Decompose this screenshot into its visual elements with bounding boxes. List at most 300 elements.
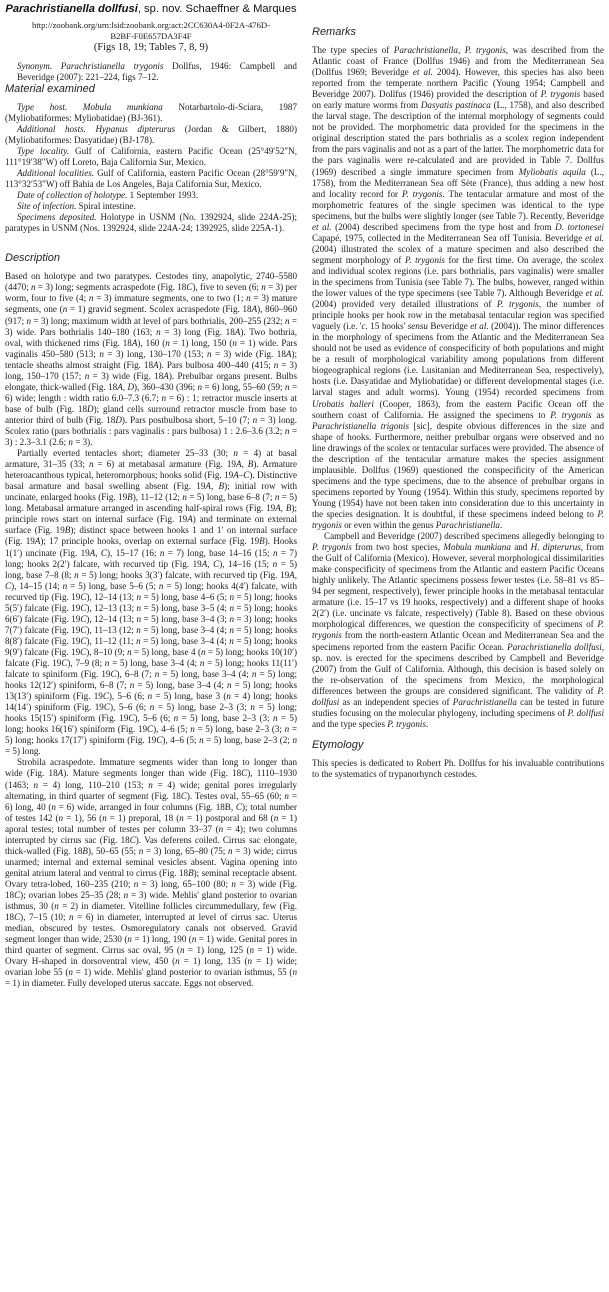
text-run: = 5) long, base 6–8 (7; xyxy=(186,492,275,503)
italic-text-run: B xyxy=(218,481,225,492)
italic-text-run: Specimens deposited. xyxy=(17,212,97,223)
text-run: = 5) long; hooks 4(4′) falcate, with recurved tip (Fig. 19 xyxy=(5,580,297,602)
italic-text-run: n xyxy=(88,293,94,304)
text-run: = 3) : 2.3–3.1 (2.6; xyxy=(5,426,297,448)
italic-text-run: P. trygonis xyxy=(312,619,604,641)
text-run: The type species of xyxy=(312,45,394,55)
text-run: = 4) at basal armature, 31–35 (33; xyxy=(5,448,298,470)
italic-text-run: C xyxy=(5,580,12,591)
italic-text-run: n xyxy=(159,547,165,558)
text-run: , xyxy=(241,459,248,470)
italic-text-run: n xyxy=(68,967,73,978)
text-run: can be tested in future studies focusing on the molecular phylogeny, including specimens of xyxy=(312,696,604,718)
text-run: = 5) long, base 5–6 (5; xyxy=(67,580,159,591)
italic-text-run: C xyxy=(156,735,163,746)
text-run: = 3) wide (Fig. 18 xyxy=(89,370,164,381)
text-run: = 5) long, base 2–3 (3; xyxy=(154,702,251,713)
text-run: = 5) long. Metabasal armature arranged in ascending half-spiral rows (Fig. 19 xyxy=(5,492,297,514)
italic-text-run: n xyxy=(99,348,104,359)
italic-text-run: n xyxy=(250,702,255,713)
italic-text-run: n xyxy=(149,702,155,713)
italic-text-run: C xyxy=(14,912,21,923)
italic-text-run: n xyxy=(158,580,164,591)
italic-text-run: n xyxy=(246,293,251,304)
italic-text-run: P. trygonis xyxy=(402,188,443,199)
italic-text-run: P. trygonis xyxy=(387,718,426,729)
text-run: = 4) wide; genital pores irregularly alternating, in third quarter of segment (Fig. 18 xyxy=(5,779,297,801)
text-run: = 3) wide (Fig. 18 xyxy=(5,878,297,900)
italic-text-run: n xyxy=(273,359,279,370)
description-paragraph xyxy=(5,271,297,448)
text-run: = 3) long; maximum width at level of pars bothrialis, 200–255 (232; xyxy=(31,315,285,326)
text-run: Spiral intestine. xyxy=(76,201,136,212)
italic-text-run: Urobatis halleri xyxy=(312,398,374,409)
italic-text-run: n xyxy=(31,282,36,293)
text-run: (2004) provided very detailed illustrations of xyxy=(312,299,497,310)
heading-etymology: Etymology xyxy=(312,738,364,751)
text-run: ). Testes oval, 55–65 (60; xyxy=(186,790,285,801)
italic-text-run: Mobula munkiana xyxy=(443,542,511,553)
italic-text-run: n xyxy=(292,735,297,746)
text-run: Based on holotype and two paratypes. Cestodes tiny, anapolytic, 2740–5580 (4470; xyxy=(5,271,297,293)
italic-text-run: C xyxy=(147,724,154,735)
text-run: = 1) long, 150 ( xyxy=(169,337,233,348)
text-run: ). Distinctive basal armature and basal swelling absent (Fig. 19 xyxy=(5,470,298,492)
description-paragraph xyxy=(5,757,297,989)
text-run: ), 11–12 (11; xyxy=(86,635,137,646)
text-run: , xyxy=(95,547,101,558)
text-run: = 1) wide; ovarian lobe 55 ( xyxy=(5,956,297,978)
italic-text-run: Myliobatis aquila xyxy=(518,166,586,177)
italic-text-run: et al. xyxy=(585,232,604,243)
italic-text-run: n xyxy=(226,691,231,702)
text-run: ), 6–8 (7; xyxy=(116,669,155,680)
italic-text-run: A xyxy=(234,326,241,337)
italic-text-run: n xyxy=(249,945,255,956)
text-run: ); distinct space between hooks 1 and 1′ on internal surface (Fig. 19 xyxy=(5,525,297,547)
italic-text-run: Type locality. xyxy=(17,145,70,156)
text-run: This species is dedicated to Robert Ph. Dollfus for his invaluable contributions to the systematics of trypanorhynch cestodes. xyxy=(312,757,604,779)
text-run: = 1) wide. Mehlis' gland posterior to ovarian isthmus, 55 ( xyxy=(72,967,293,978)
text-run: ), 7–9 (8; xyxy=(67,657,105,668)
text-run: ), 14–15 (14; xyxy=(11,580,63,591)
italic-text-run: n xyxy=(274,492,280,503)
italic-text-run: n xyxy=(154,669,160,680)
text-run: = 3) long, 65–100 (80; xyxy=(138,878,232,889)
species-title xyxy=(5,2,297,16)
text-run: = 5) long, base 2–3 (3; xyxy=(194,724,285,735)
text-run: , xyxy=(280,503,286,514)
material-entry xyxy=(5,212,297,234)
text-run: = 3) immature segments, one to two (1; xyxy=(93,293,247,304)
text-run: Campbell and Beveridge (2007) described specimens allegedly belonging to xyxy=(324,531,604,542)
text-run: ). Vas deferens coiled. Cirrus sac elongate, thick-walled (Fig. 18 xyxy=(5,834,298,856)
text-run: , xyxy=(294,569,298,580)
text-run: = 3). xyxy=(72,437,93,448)
italic-text-run: n xyxy=(273,812,279,823)
italic-text-run: n xyxy=(284,724,290,735)
italic-text-run: D. tortonesei xyxy=(555,221,604,232)
italic-text-run: C xyxy=(80,646,87,657)
italic-text-run: n xyxy=(284,381,290,392)
text-run: = 5) long, base 4 ( xyxy=(131,646,201,657)
italic-text-run: n xyxy=(136,613,142,624)
italic-text-run: D xyxy=(127,381,135,392)
italic-text-run: D xyxy=(87,403,94,414)
italic-text-run: A xyxy=(117,381,123,392)
italic-text-run: n xyxy=(165,337,170,348)
text-run: = 4) long, 110–210 (153; xyxy=(38,779,149,790)
italic-text-run: A xyxy=(251,304,258,315)
italic-text-run: n xyxy=(129,680,135,691)
text-run: [sic], despite obvious differences in the size and shape of hooks. Furthermore, neither prebulbar organs were observed and no line drawings of the scolex or tentacular surfaces were provided. The absence of the description of the tentacular armature makes the species assignment implausible. Dollfus (1969) questioned the conspecificity of the American specimens and the type specimens, due to the absence of prebulbar organs in specimens reported by Young (1954). Within this study, specimens reported by Young (1954) have not been taken into consideration due to this uncertainty in the species designation. It is doubtful, if these specimens indeed belong to xyxy=(312,420,604,519)
text-run: = 1) long, 125 ( xyxy=(184,945,250,956)
text-run: ); principle rows start on internal surface (Fig. 19 xyxy=(5,503,298,525)
italic-text-run: C xyxy=(80,613,87,624)
italic-text-run: A xyxy=(34,536,41,547)
text-run: = 5) long, base 3–5 (4; xyxy=(141,602,230,613)
italic-text-run: n xyxy=(233,448,238,459)
italic-text-run: C xyxy=(14,889,21,900)
italic-text-run: n xyxy=(133,878,139,889)
text-run: = 2) in diameter. Vitelline follicles circummedullary, few (Fig. 18 xyxy=(5,901,297,923)
italic-text-run: C xyxy=(213,558,220,569)
text-run: = 1) in diameter. Fully developed uterus saccate. Eggs not observed. xyxy=(5,978,254,989)
text-run: ), 11–13 (12; xyxy=(86,624,137,635)
text-run: Partially everted tentacles short; diameter 25–33 (30; xyxy=(17,448,234,459)
text-run: ). Mature segments longer than wide (Fig. 18 xyxy=(63,768,242,779)
italic-text-run: n xyxy=(173,713,179,724)
italic-text-run: n xyxy=(231,878,236,889)
italic-text-run: P. trygonis xyxy=(404,254,445,265)
italic-text-run: n xyxy=(33,779,39,790)
italic-text-run: A xyxy=(57,768,64,779)
figs-tables-reference: (Figs 18, 19; Tables 7, 8, 9) xyxy=(93,42,209,54)
italic-text-run: n xyxy=(136,635,141,646)
italic-text-run: n xyxy=(156,326,161,337)
text-run: = 3) long. Scolex ratio (pars bothrialis : pars vaginalis : pars bulbosa) 1 : 2.6–3.6 (3.2; xyxy=(5,414,298,436)
italic-text-run: B xyxy=(259,536,265,547)
italic-text-run: C xyxy=(80,624,87,635)
text-run: ); initial row with uncinate, enlarged hooks (Fig. 19 xyxy=(5,481,297,503)
text-run: ). Hooks 1(1′) uncinate (Fig. 19 xyxy=(5,536,297,558)
text-run: ); gland cells surround retractor muscle from base to anterior third of bulb (Fig. 18 xyxy=(5,403,297,425)
text-run: (2004) described specimens from the type host and from xyxy=(331,221,556,232)
italic-text-run: A xyxy=(131,337,138,348)
italic-text-run: B xyxy=(82,845,88,856)
italic-text-run: Date of collection of holotype. xyxy=(17,190,128,201)
text-run: , from the Gulf of California (Mexico). However, several morphological dissimilarities make conspecificity of specimens from the Atlantic and eastern Pacific Oceans highly unlikely. The Atlantic specimens possess fewer testes (i.e. 58–81 vs 85–94 per segment, respectively), fewer principle hooks in the metabasal tentacular armature (i.e. 15–17 vs 19 hooks, respectively) and a different shape of hooks 2(2′) (i.e. uncinate vs falcate, respectively) (Table 8). Based on these obvious morphological differences, we question the conspecificity of specimens of xyxy=(312,542,604,630)
italic-text-run: n xyxy=(261,282,266,293)
text-run: = 5) long, base 3–4 (4; xyxy=(109,657,200,668)
italic-text-run: P. dollfusi xyxy=(312,685,604,707)
zoobank-link[interactable] xyxy=(5,20,297,41)
text-run: = 5) long; hooks 5(5′) falcate (Fig. 19 xyxy=(5,591,297,613)
italic-text-run: A xyxy=(289,569,295,580)
text-run: = 4) long; hooks 14(14′) spiniform (Fig. 19 xyxy=(5,691,297,713)
text-run: = 5) long, base 2–3 (2; xyxy=(203,735,293,746)
italic-text-run: C xyxy=(80,602,87,613)
italic-text-run: A xyxy=(187,514,193,525)
italic-text-run: n xyxy=(229,591,234,602)
text-run: as an independent species of xyxy=(339,696,453,707)
text-run: Beveridge xyxy=(427,321,471,332)
text-run: Gulf of California, eastern Pacific Ocean (25°49′52″N, 111°19′38″W) off Loreto, Baja California Sur, Mexico. xyxy=(5,145,297,168)
italic-text-run: n xyxy=(229,624,234,635)
text-run: = 6) at metabasal armature (Fig. 19 xyxy=(93,459,236,470)
text-run: ), 7–15 (10; xyxy=(20,912,70,923)
text-run: = 3) wide; cirrus unarmed; internal and external seminal vesicles absent. Vagina opening into genital atrium lateral and ventral to cirrus (Fig. 18 xyxy=(5,845,297,878)
text-run: , xyxy=(210,481,219,492)
text-run: ), 5–6 (6; xyxy=(109,702,150,713)
text-run: ), 360–430 (396; xyxy=(134,381,198,392)
text-run: . The tentacular armature and most of the morphometric features of the single specimen was identical to the type specimens, but the bulbs were slightly longer (see Table 7). Recently, Beveridge xyxy=(312,188,604,221)
italic-text-run: C xyxy=(110,669,117,680)
text-run: = 3) long, 150–170 (157; xyxy=(5,359,297,381)
text-run: = 5) long, base 3 ( xyxy=(152,691,227,702)
text-run: ), 4–6 (5; xyxy=(153,724,191,735)
italic-text-run: n xyxy=(74,569,79,580)
italic-text-run: n xyxy=(136,624,141,635)
text-run: = 5) long; hooks 6(6′) falcate (Fig. 19 xyxy=(5,602,298,624)
text-run: Capapé, 1975, collected in the Mediterranean Sea off Tunisia. Beveridge xyxy=(312,232,586,243)
text-run: = 1) aporal testes; total number of testes per column 33–37 ( xyxy=(5,812,297,834)
etymology-body xyxy=(312,758,604,780)
italic-text-run: n xyxy=(51,801,56,812)
italic-text-run: A xyxy=(153,359,159,370)
text-run: based on early mature worms from xyxy=(312,89,604,111)
italic-text-run: n xyxy=(229,602,234,613)
text-run: = 7) long; hooks 2(2′) falcate, with recurved tip (Fig. 19 xyxy=(5,547,297,569)
text-run: , xyxy=(457,45,465,55)
material-entry xyxy=(5,201,297,212)
italic-text-run: Type host. Mobula munkiana xyxy=(17,101,163,112)
italic-text-run: n xyxy=(179,812,184,823)
text-run: = 5) long, base 3–4 (4; xyxy=(159,669,252,680)
text-run: = 6) : 1; retractor muscle inserts at base of bulb (Fig. 18 xyxy=(5,392,297,414)
italic-text-run: Parachristianella xyxy=(393,45,458,55)
etymology-paragraph xyxy=(312,758,604,780)
text-run: as xyxy=(591,409,604,420)
text-run: , xyxy=(122,381,128,392)
text-run: = 3) wide (Fig. 18 xyxy=(211,348,286,359)
italic-text-run: H. dipterurus xyxy=(530,542,581,553)
text-run: = 3) mature segments, one ( xyxy=(5,293,297,315)
text-run: (2004)). The minor differences in the morphology of specimens from the Atlantic and the Mediterranean Sea should not be used as evidence of conspecificity of both populations and might be a result of morphological variability among populations from different biogeographical regions (i.e. Lusitanian and Mediterranean Sea, respectively), hosts (i.e. Dasyatidae and Myliobatidae) or different developmental stages (i.e. larval stages and adult worms). Young (1954) recorded specimens from xyxy=(312,321,605,398)
heading-description: Description xyxy=(5,252,61,265)
italic-text-run: n xyxy=(161,392,166,403)
heading-material-examined: Material examined xyxy=(5,82,95,95)
italic-text-run: n xyxy=(69,912,74,923)
italic-text-run: n xyxy=(226,680,232,691)
italic-text-run: P. trygonis xyxy=(550,409,592,420)
material-examined-list xyxy=(5,102,297,235)
text-run: = 3) long; segments acraspedote (Fig. 18 xyxy=(35,282,187,293)
text-run: Gulf of California, eastern Pacific Ocean (28°59′9″N, 113°32′53″W) off Bahia de Los Angeles, Baja California Sur, Mexico. xyxy=(5,168,297,190)
italic-text-run: n xyxy=(272,547,278,558)
text-run: from the north-eastern Atlantic Ocean and Mediterranean Sea and the specimens reported from the eastern Pacific Ocean. xyxy=(312,630,604,652)
italic-text-run: n xyxy=(190,724,195,735)
italic-text-run: C xyxy=(129,834,136,845)
text-run: and the type species xyxy=(312,718,388,729)
italic-text-run: n xyxy=(199,657,205,668)
italic-text-run: P. trygonis xyxy=(312,508,604,531)
text-run: = 6) long, 55–60 (59; xyxy=(202,381,285,392)
text-run: = 5) long, base 3–4 (3; xyxy=(141,613,230,624)
text-run: ). Two bothria, oval, with thickened rims (Fig. 18 xyxy=(5,326,298,348)
text-run: ), 1110–1930 (1463; xyxy=(5,768,297,790)
italic-text-run: n xyxy=(123,889,129,900)
italic-text-run: n xyxy=(206,348,212,359)
text-run: = 1) long, 190 ( xyxy=(131,934,192,945)
text-run: ), 860–960 (917; xyxy=(5,304,297,326)
zoobank-link-line2[interactable]: B2BF-F0E657DA3F4F xyxy=(110,30,192,41)
italic-text-run: n xyxy=(228,845,233,856)
remarks-paragraph xyxy=(312,45,604,531)
text-run: ); 17 principle hooks, overlap on external surface (Fig. 19 xyxy=(40,536,260,547)
text-run: = 5) long, base 3–4 (4; xyxy=(140,624,230,635)
text-run: = 3) wide. Pars bothrialis 140–180 (163; xyxy=(5,315,297,337)
italic-text-run: n xyxy=(199,735,204,746)
text-run: ), 5–6 (6; xyxy=(134,713,174,724)
italic-text-run: n xyxy=(127,646,132,657)
italic-text-run: sensu xyxy=(407,321,428,332)
italic-text-run: Site of infection. xyxy=(17,201,77,212)
italic-text-run: n xyxy=(26,315,32,326)
text-run: = 1) wide. Genital pores in third quarter of segment. Cirrus sac oval, 95 ( xyxy=(5,934,297,956)
italic-text-run: n xyxy=(197,381,203,392)
text-run: ). Armature heteroacanthous typical, heteromorphous; hooks solid (Fig. 19 xyxy=(5,459,297,481)
italic-text-run: P. trygonis xyxy=(540,89,581,100)
text-run: 1 September 1993. xyxy=(127,190,199,201)
text-run: ) and terminate on external surface (Fig. 19 xyxy=(5,514,298,536)
italic-text-run: n xyxy=(229,635,234,646)
italic-text-run: n xyxy=(104,657,110,668)
text-run: Dollfus, 1946: Campbell and Beveridge (2007): 221–224, figs 7–12. xyxy=(17,60,297,82)
material-entry xyxy=(5,146,297,168)
text-run: = 7) long, base 14–16 (15; xyxy=(164,547,273,558)
italic-text-run: B xyxy=(64,525,71,536)
text-run: for the first time. On average, the scolex and individual scolex regions (i.e. pars bothrialis, pars vaginalis) were smaller in the specimens from Tunisia (see Table 7). The bulbs, however, ranged within the lower values of the type specimens (see Table 7). Although Beveridge xyxy=(312,254,604,299)
italic-text-run: C xyxy=(100,547,107,558)
text-run: ), 8–10 (9; xyxy=(86,646,128,657)
italic-text-run: n xyxy=(127,934,132,945)
text-run: ), 11–12 (12; xyxy=(132,492,183,503)
text-run: = 6) wide, arranged in four columns (Fig. 18B, xyxy=(55,801,236,812)
remarks-body xyxy=(312,45,604,730)
italic-text-run: Dasyatis pastinaca xyxy=(420,100,491,111)
text-run: = 1) preporal, 18 ( xyxy=(106,812,180,823)
italic-text-run: C xyxy=(235,801,242,812)
text-run: = 5) long; hooks 11(11′) falcate to spiniform (Fig. 19 xyxy=(5,657,297,680)
text-run: ), 12–14 (13; xyxy=(86,591,137,602)
italic-text-run: C xyxy=(61,657,68,668)
text-run: ), 12–13 (13; xyxy=(86,602,137,613)
text-run: = 5) long; hooks 3(3′) falcate, with recurved tip (Fig. 19 xyxy=(78,569,290,580)
italic-text-run: n xyxy=(62,580,68,591)
italic-text-run: B xyxy=(247,459,254,470)
text-run: = 6) wide; length : width ratio 6.0–7.3 (6.7; xyxy=(5,381,298,403)
text-run: Holotype in USNM (No. 1392924, slide 224A-25); paratypes in USNM (Nos. 1392924, slide 224A-24; 1392925, slide 225A-1). xyxy=(5,212,298,234)
italic-text-run: P. trygonis xyxy=(464,45,506,55)
italic-text-run: n xyxy=(272,558,278,569)
italic-text-run: n xyxy=(191,934,197,945)
text-run: = 1) gravid segment. Scolex acraspedote (Fig. 18 xyxy=(67,304,252,315)
italic-text-run: Additional localities. xyxy=(17,168,95,179)
text-run: = 5) long, base 3–4 (4; xyxy=(140,635,230,646)
italic-text-run: P. trygonis xyxy=(312,542,352,553)
italic-text-run: n xyxy=(284,790,289,801)
italic-text-run: n xyxy=(102,812,107,823)
italic-text-run: n xyxy=(138,845,144,856)
italic-text-run: A xyxy=(235,459,242,470)
italic-text-run: n xyxy=(136,591,142,602)
italic-text-run: n xyxy=(200,646,206,657)
italic-text-run: n xyxy=(284,315,290,326)
text-run: = 5) long, base 3–4 (4; xyxy=(134,680,227,691)
text-run: 2004). However, this species has also been reported from the temperate northern Pacific (Young 1954; Campbell and Beveridge 2007). Dollfus (1946) provided the description of xyxy=(312,67,604,100)
text-run: = 3) long, 65–80 (75; xyxy=(143,845,229,856)
italic-text-run: C xyxy=(128,713,135,724)
zoobank-link-line1[interactable]: http://zoobank.org/urn:lsid:zoobank.org:act:2CC630A4-0F2A-476D- xyxy=(32,20,270,30)
italic-text-run: n xyxy=(68,437,73,448)
italic-text-run: C xyxy=(102,691,109,702)
text-run: = 5) long. xyxy=(5,746,41,757)
text-run: 15 hooks' xyxy=(367,321,408,332)
italic-text-run: n xyxy=(62,304,68,315)
text-run: = 1) wide. Ovary H-shaped in dorsoventral view, 450 ( xyxy=(5,945,297,967)
text-run: (2004) illustrated the scolex of a mature specimen and also described the segment morphology of xyxy=(312,243,604,265)
italic-text-run: A xyxy=(285,348,292,359)
text-run: , xyxy=(207,558,214,569)
italic-text-run: B xyxy=(127,492,133,503)
italic-text-run: A xyxy=(205,481,211,492)
italic-text-run: n xyxy=(84,370,90,381)
text-run: , sp. nov. is erected for the specimens described by Campbell and Beveridge (2007) from the Gulf of California. Although, this decision is based solely on the re-observation of the specimens from Mexico, the morphological differences between the groups are considered significant. The validity of xyxy=(312,641,604,696)
text-run: ), 15–17 (16; xyxy=(107,547,160,558)
text-run: ); tentacle sheaths almost straight (Fig. 18 xyxy=(5,348,298,370)
italic-text-run: A xyxy=(275,503,281,514)
synonym-paragraph xyxy=(5,61,297,83)
italic-text-run: Parachristianella xyxy=(452,696,517,707)
material-entry xyxy=(5,190,297,201)
text-run: Notarbartolo-di-Sciara, 1987 (Myliobatiformes: Myliobatidae) (BJ-361). xyxy=(5,101,297,123)
italic-text-run: C xyxy=(80,591,87,602)
text-run: = 4); two columns interrupted by cirrus sac (Fig. 18 xyxy=(5,823,297,845)
text-run: (Jordan & Gilbert, 1880) (Myliobatiformes: Dasyatidae) (BJ-178). xyxy=(5,123,298,145)
italic-text-run: B xyxy=(285,503,292,514)
species-authority: , sp. nov. Schaeffner & Marques xyxy=(137,3,297,15)
italic-text-run: n xyxy=(284,426,290,436)
italic-text-run: n xyxy=(88,459,94,470)
text-run: = 5) long; hooks 15(15′) spiniform (Fig. 19 xyxy=(5,702,298,724)
material-entry xyxy=(5,124,297,146)
italic-text-run: et al. xyxy=(412,67,433,78)
italic-text-run: A xyxy=(163,370,169,381)
italic-text-run: n xyxy=(148,779,153,790)
species-name: Parachristianella dollfusi xyxy=(5,3,138,15)
remarks-paragraph xyxy=(312,531,604,730)
italic-text-run: n xyxy=(251,669,257,680)
text-run: (L., 1758), from the Mediterranean Sea off Sète (France), thus adding a new host and locality record for xyxy=(312,166,604,199)
text-run: = 3) wide. Mehlis' gland posterior to ovarian isthmus, 30 ( xyxy=(5,889,297,912)
italic-text-run: n xyxy=(292,967,298,978)
text-run: = 5) long, base 2–3 (3; xyxy=(178,713,273,724)
italic-text-run: et al. xyxy=(312,221,332,232)
italic-text-run: n xyxy=(136,602,142,613)
italic-text-run: C xyxy=(180,790,187,801)
material-entry xyxy=(5,102,297,124)
